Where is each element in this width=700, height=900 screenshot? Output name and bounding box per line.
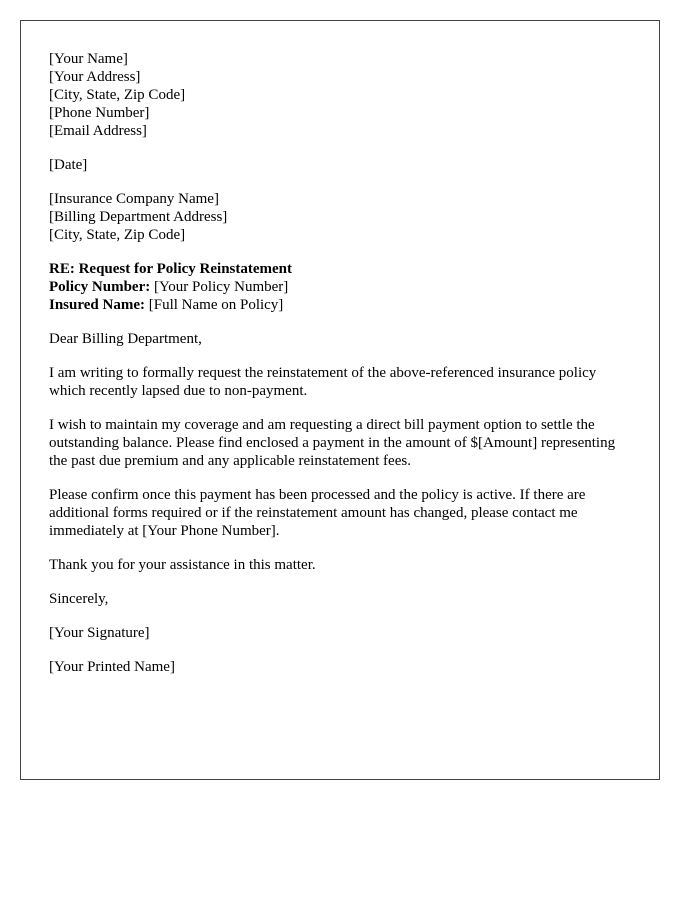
sender-address: [Your Address]	[49, 69, 141, 85]
insured-name-line	[49, 296, 631, 314]
letter-date: [Date]	[49, 157, 88, 173]
closing: Sincerely,	[49, 591, 109, 607]
sender-city-state-zip: [City, State, Zip Code]	[49, 87, 186, 103]
insured-name-label: Insured Name:	[49, 297, 145, 313]
recipient-city-state-zip: [City, State, Zip Code]	[49, 227, 186, 243]
sender-email: [Email Address]	[49, 123, 147, 139]
insured-name-value: [Full Name on Policy]	[144, 297, 284, 313]
policy-number-label: Policy Number:	[49, 279, 151, 295]
sender-phone: [Phone Number]	[49, 105, 150, 121]
letter-page	[20, 20, 660, 780]
subject-line: RE: Request for Policy Reinstatement	[49, 261, 293, 277]
salutation: Dear Billing Department,	[49, 331, 202, 347]
recipient-address: [Billing Department Address]	[49, 209, 228, 225]
body-paragraph-4: Thank you for your assistance in this matter.	[49, 557, 316, 573]
policy-number-value: [Your Policy Number]	[150, 279, 289, 295]
reference-block	[49, 260, 631, 314]
sender-address-block	[49, 50, 631, 140]
recipient-address-block	[49, 190, 631, 244]
body-paragraph-1: I am writing to formally request the reinstatement of the above-referenced insurance policy which recently lapsed due to non-payment.	[49, 365, 597, 399]
printed-name: [Your Printed Name]	[49, 659, 175, 675]
signature-placeholder: [Your Signature]	[49, 625, 150, 641]
body-paragraph-2: I wish to maintain my coverage and am requesting a direct bill payment option to settle the outstanding balance. Please find enclosed a payment in the amount of $[Amount] representing the past due premium and any applicable reinstatement fees.	[49, 417, 616, 469]
recipient-company: [Insurance Company Name]	[49, 191, 219, 207]
date-block	[49, 156, 631, 174]
body-paragraph-3: Please confirm once this payment has been processed and the policy is active. If there are additional forms required or if the reinstatement amount has changed, please contact me immediately at [Your Phone Number].	[49, 487, 586, 539]
sender-name: [Your Name]	[49, 51, 128, 67]
policy-number-line	[49, 278, 631, 296]
